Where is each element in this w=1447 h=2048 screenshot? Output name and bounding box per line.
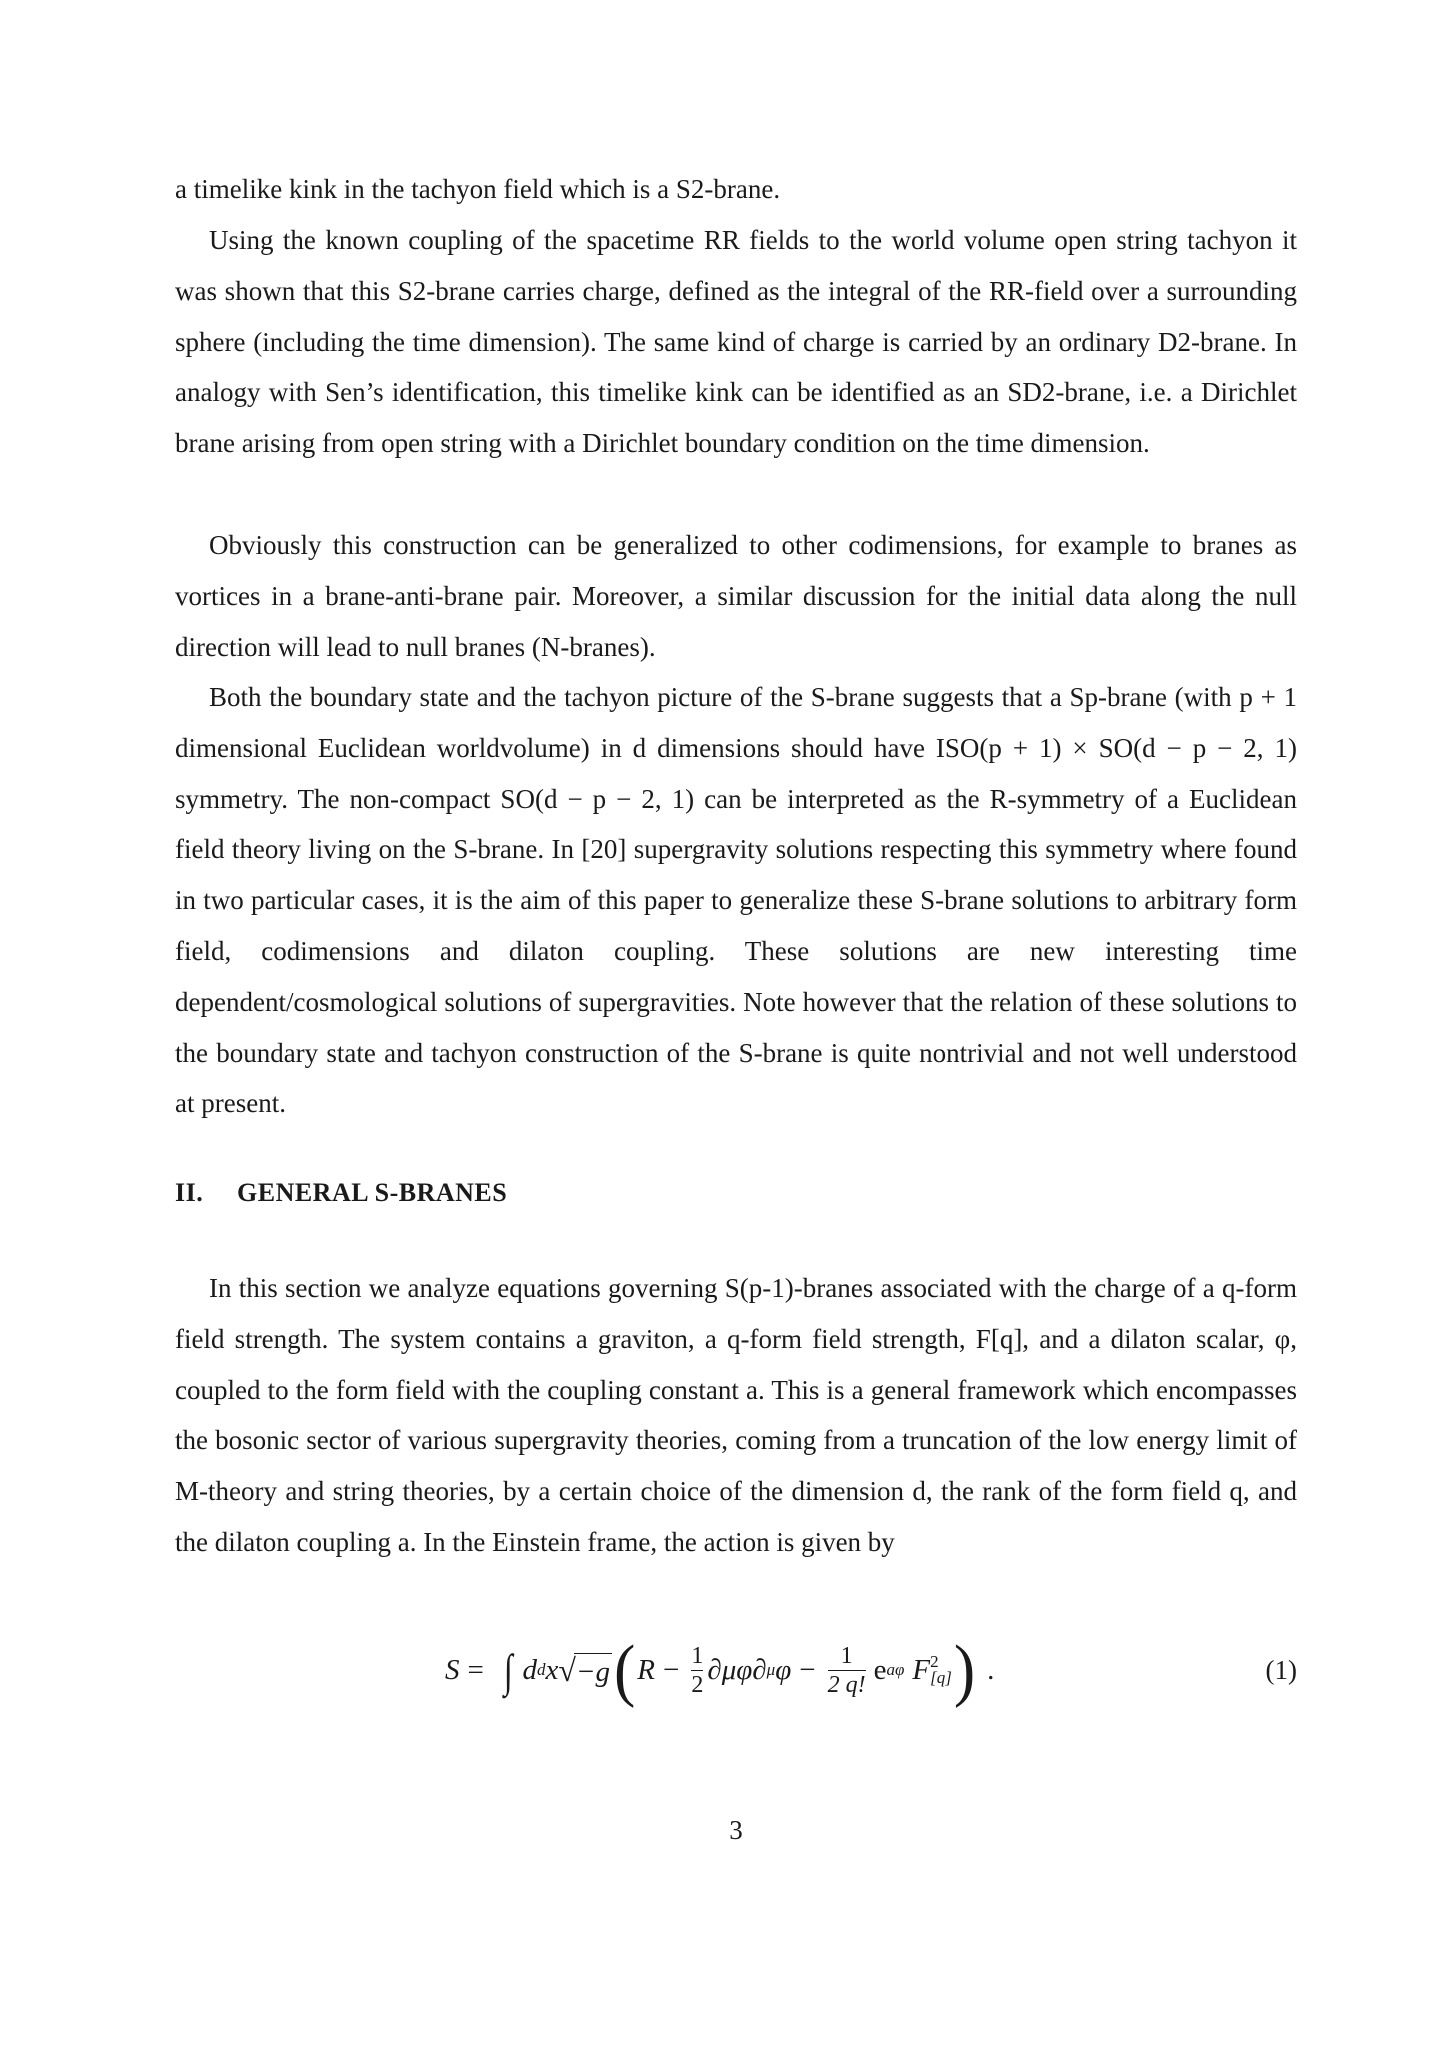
eq-measure-d: d	[522, 1653, 537, 1686]
equation-body	[445, 1620, 994, 1720]
paragraph-2	[175, 215, 1297, 469]
eq-R: R	[637, 1653, 656, 1686]
eq-F-scripts	[930, 1654, 952, 1686]
eq-integral: ∫	[503, 1644, 513, 1696]
eq-half-num: 1	[691, 1642, 704, 1669]
paragraph-3	[175, 520, 1297, 672]
eq-minus-2: −	[799, 1653, 816, 1686]
eq-left-paren: (	[613, 1630, 636, 1709]
eq-kinetic-sup: μ	[766, 1660, 776, 1679]
eq-minus-1: −	[663, 1653, 680, 1686]
eq-sqrt	[558, 1652, 612, 1689]
section-paragraph	[175, 1263, 1297, 1568]
eq-trailing: .	[987, 1653, 995, 1686]
eq-lhs: S	[445, 1653, 460, 1686]
section-heading	[175, 1178, 507, 1208]
eq-F-sup: 2	[930, 1652, 939, 1671]
eq-F-sub: [q]	[930, 1668, 952, 1687]
eq-q-den: 2 q!	[827, 1671, 866, 1698]
equation-1	[175, 1620, 1297, 1720]
eq-F: F	[912, 1653, 931, 1686]
paragraph-1	[175, 164, 1297, 215]
radical-sign: √	[558, 1651, 576, 1688]
eq-exp-base: e	[873, 1653, 887, 1686]
section-number: II.	[175, 1178, 204, 1207]
section-paragraph-text: In this section we analyze equations governing S(p-1)-branes associated with the charge of a q-form field strength. The system contains a graviton, a q-form field strength, F[q], and a dilaton scalar, φ, coupled to the form field with the coupling constant a. This is a general framework which encompasses the bosonic sector of various supergravity theories, coming from a truncation of the low energy limit of M-theory and string theories, by a certain choice of the dimension d, the rank of the form field q, and the dilaton coupling a. In the Einstein frame, the action is given by	[175, 1273, 1297, 1557]
eq-measure-x: x	[545, 1653, 559, 1686]
paragraph-3-text: Obviously this construction can be generalized to other codimensions, for example to branes as vortices in a brane-anti-brane pair. Moreover, a similar discussion for the initial data along the null direction will lead to null branes (N-branes).	[175, 530, 1297, 662]
paragraph-4	[175, 672, 1297, 1129]
paragraph-4-text: Both the boundary state and the tachyon picture of the S-brane suggests that a Sp-brane (with p + 1 dimensional Euclidean worldvolume) in d dimensions should have ISO(p + 1) × SO(d − p − 2, 1) symmetry. The non-compact SO(d − p − 2, 1) can be interpreted as the R-symmetry of a Euclidean field theory living on the S-brane. In [20] supergravity solutions respecting this symmetry where found in two particular cases, it is the aim of this paper to generalize these S-brane solutions to arbitrary form field, codimensions and dilaton coupling. These solutions are new interesting time dependent/cosmological solutions of supergravities. Note however that the relation of these solutions to the boundary state and tachyon construction of the S-brane is quite nontrivial and not well understood at present.	[175, 682, 1297, 1119]
eq-right-paren: )	[953, 1630, 976, 1709]
eq-sqrt-content: −g	[574, 1653, 612, 1689]
section-title: GENERAL S-BRANES	[237, 1178, 508, 1207]
eq-half-den: 2	[691, 1671, 704, 1698]
equation-number: (1)	[1265, 1654, 1297, 1685]
page-number: 3	[729, 1815, 743, 1845]
eq-kinetic-end: φ	[775, 1653, 792, 1686]
eq-q-num: 1	[840, 1642, 853, 1669]
eq-equals: =	[467, 1653, 484, 1686]
eq-measure-sup: d	[536, 1660, 546, 1679]
eq-q-fraction	[828, 1642, 866, 1699]
paragraph-2-text: Using the known coupling of the spacetime RR fields to the world volume open string tachyon it was shown that this S2-brane carries charge, defined as the integral of the RR-field over a surrounding sphere (including the time dimension). The same kind of charge is carried by an ordinary D2-brane. In analogy with Sen’s identification, this timelike kink can be identified as an SD2-brane, i.e. a Dirichlet brane arising from open string with a Dirichlet boundary condition on the time dimension.	[175, 225, 1297, 459]
eq-kinetic: ∂μφ∂	[707, 1653, 767, 1686]
paragraph-1-text: a timelike kink in the tachyon field which is a S2-brane.	[175, 174, 781, 204]
eq-exp-sup: aφ	[886, 1660, 905, 1679]
eq-half-fraction	[691, 1642, 703, 1699]
